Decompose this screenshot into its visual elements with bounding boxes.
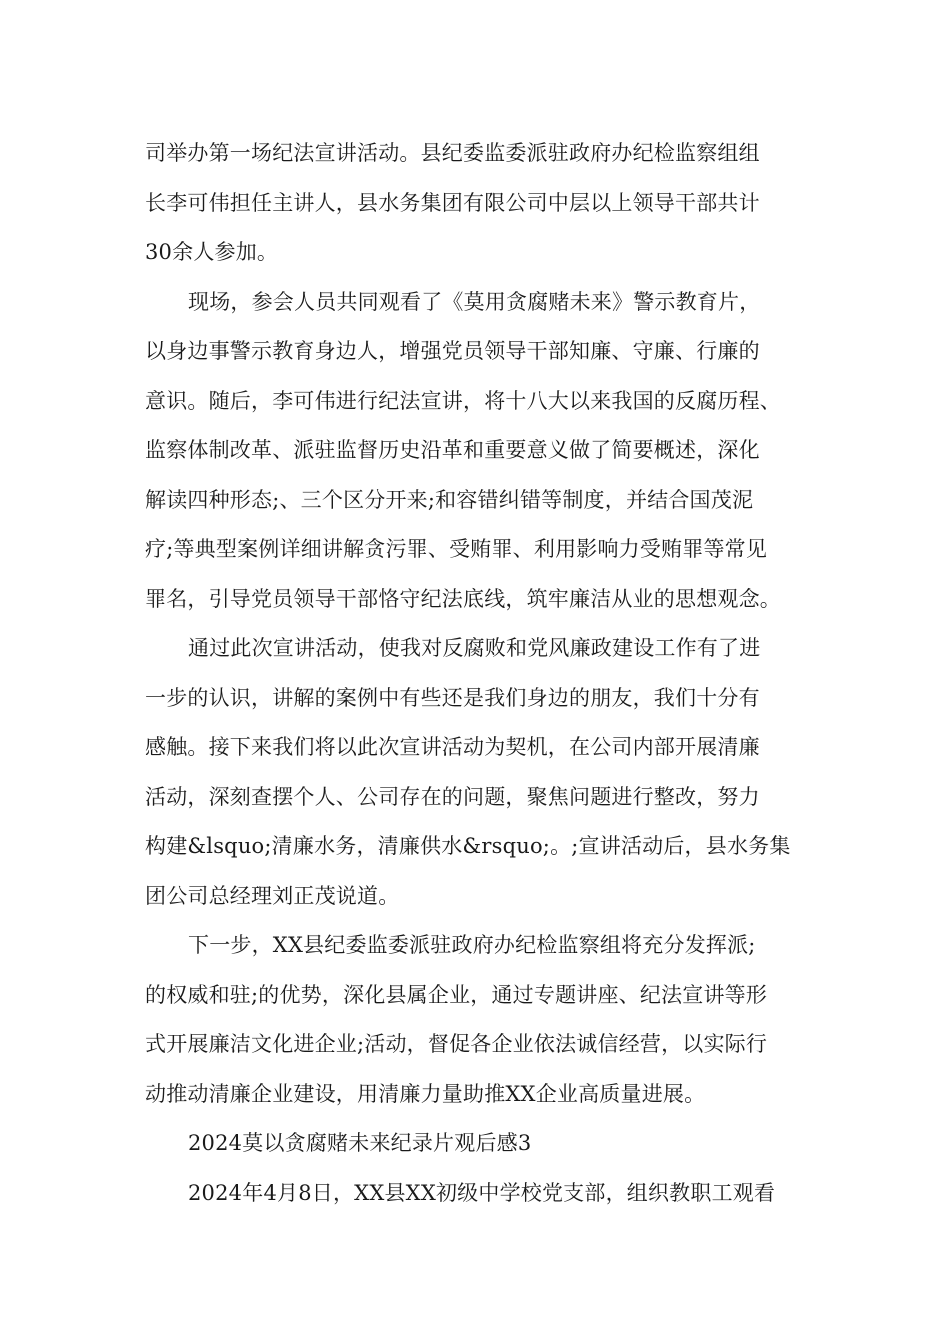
text-line: 通过此次宣讲活动，使我对反腐败和党风廉政建设工作有了进: [188, 636, 761, 660]
text-line: 司举办第一场纪法宣讲活动。县纪委监委派驻政府办纪检监察组组: [145, 141, 760, 165]
text-line: 构建&lsquo;清廉水务，清廉供水&rsquo;。;宣讲活动后，县水务集: [145, 834, 791, 858]
text-line: 罪名，引导党员领导干部恪守纪法底线，筑牢廉洁从业的思想观念。: [145, 587, 781, 611]
text-line: 下一步，XX县纪委监委派驻政府办纪检监察组将充分发挥派;: [188, 933, 756, 957]
text-line: 感触。接下来我们将以此次宣讲活动为契机，在公司内部开展清廉: [145, 735, 760, 759]
text-line: 2024年4月8日，XX县XX初级中学校党支部，组织教职工观看: [188, 1181, 776, 1205]
text-line: 监察体制改革、派驻监督历史沿革和重要意义做了简要概述，深化: [145, 438, 760, 462]
text-line: 团公司总经理刘正茂说道。: [145, 884, 400, 908]
section-heading: 2024莫以贪腐赌未来纪录片观后感3: [188, 1131, 532, 1155]
text-line: 现场，参会人员共同观看了《莫用贪腐赌未来》警示教育片，: [188, 290, 761, 314]
text-line: 长李可伟担任主讲人，县水务集团有限公司中层以上领导干部共计: [145, 191, 760, 215]
text-line: 以身边事警示教育身边人，增强党员领导干部知廉、守廉、行廉的: [145, 339, 760, 363]
text-line: 疗;等典型案例详细讲解贪污罪、受贿罪、利用影响力受贿罪等常见: [145, 537, 768, 561]
text-line: 意识。随后，李可伟进行纪法宣讲，将十八大以来我国的反腐历程、: [145, 389, 781, 413]
text-line: 30余人参加。: [145, 240, 279, 264]
text-line: 动推动清廉企业建设，用清廉力量助推XX企业高质量进展。: [145, 1082, 706, 1106]
text-line: 解读四种形态;、三个区分开来;和容错纠错等制度，并结合国茂泥: [145, 488, 754, 512]
text-line: 的权威和驻;的优势，深化县属企业，通过专题讲座、纪法宣讲等形: [145, 983, 768, 1007]
text-line: 一步的认识，讲解的案例中有些还是我们身边的朋友，我们十分有: [145, 686, 760, 710]
text-line: 式开展廉洁文化进企业;活动，督促各企业依法诚信经营，以实际行: [145, 1032, 768, 1056]
text-line: 活动，深刻查摆个人、公司存在的问题，聚焦问题进行整改，努力: [145, 785, 760, 809]
